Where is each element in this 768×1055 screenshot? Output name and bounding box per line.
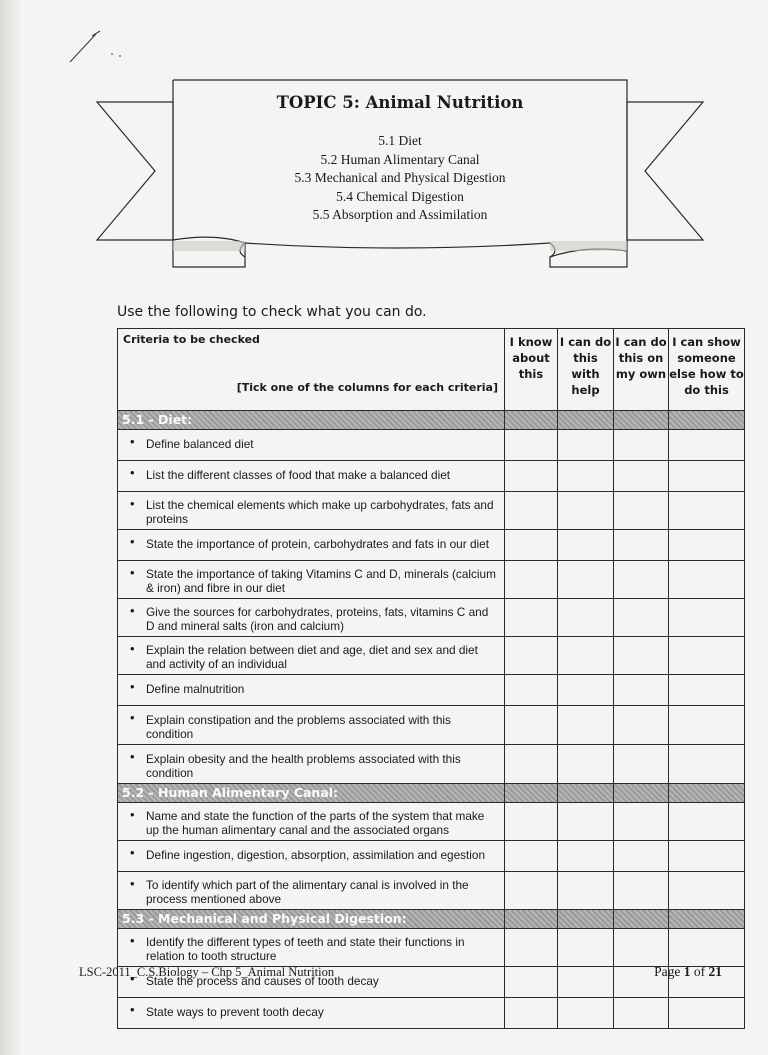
section-row bbox=[118, 784, 745, 803]
table-header-row bbox=[118, 329, 745, 411]
topic-item: 5.3 Mechanical and Physical Digestion bbox=[294, 170, 506, 185]
criteria-text: • Define malnutrition bbox=[118, 675, 505, 706]
footer-document-id: LSC-2011_C.S.Biology – Chp 5_Animal Nutrition bbox=[79, 965, 335, 979]
tick-cell[interactable] bbox=[558, 872, 614, 910]
topic-item: 5.1 Diet bbox=[378, 133, 422, 148]
tick-cell[interactable] bbox=[614, 841, 669, 872]
tick-cell[interactable] bbox=[505, 599, 558, 637]
tick-cell[interactable] bbox=[614, 745, 669, 784]
table-row bbox=[118, 929, 745, 967]
tick-cell[interactable] bbox=[669, 929, 745, 967]
table-row bbox=[118, 675, 745, 706]
tick-cell[interactable] bbox=[505, 530, 558, 561]
tick-cell[interactable] bbox=[505, 675, 558, 706]
tick-cell[interactable] bbox=[614, 561, 669, 599]
criteria-text: • State the process and causes of tooth decay bbox=[118, 967, 505, 998]
tick-cell[interactable] bbox=[669, 841, 745, 872]
tick-cell[interactable] bbox=[558, 599, 614, 637]
topic-list bbox=[95, 132, 705, 225]
tick-cell[interactable] bbox=[558, 841, 614, 872]
tick-cell[interactable] bbox=[614, 530, 669, 561]
topic-item: 5.4 Chemical Digestion bbox=[336, 188, 464, 204]
tick-cell[interactable] bbox=[505, 967, 558, 998]
criteria-text: • State the importance of protein, carbohydrates and fats in our diet bbox=[118, 530, 505, 561]
table-row bbox=[118, 637, 745, 675]
tick-cell[interactable] bbox=[669, 530, 745, 561]
self-check-table bbox=[117, 328, 745, 1029]
criteria-text: • To identify which part of the alimentary canal is involved in the process mentioned above bbox=[118, 872, 505, 910]
section-row bbox=[118, 411, 745, 430]
section-label: 5.2 - Human Alimentary Canal: bbox=[118, 784, 505, 803]
criteria-note: [Tick one of the columns for each criteria] bbox=[236, 381, 498, 394]
tick-cell[interactable] bbox=[669, 492, 745, 530]
criteria-text: • List the different classes of food that make a balanced diet bbox=[118, 461, 505, 492]
criteria-text: • State the importance of taking Vitamins C and D, minerals (calcium & iron) and fibre in our diet bbox=[118, 561, 505, 599]
topic-title: TOPIC 5: Animal Nutrition bbox=[276, 93, 524, 112]
tick-cell[interactable] bbox=[558, 461, 614, 492]
criteria-text: • Explain the relation between diet and age, diet and sex and diet and activity of an individual bbox=[118, 637, 505, 675]
topic-banner bbox=[95, 75, 705, 275]
tick-cell[interactable] bbox=[614, 929, 669, 967]
table-row bbox=[118, 461, 745, 492]
table-row bbox=[118, 530, 745, 561]
tick-cell[interactable] bbox=[614, 675, 669, 706]
footer-page-number bbox=[654, 964, 722, 980]
tick-cell[interactable] bbox=[558, 929, 614, 967]
table-row bbox=[118, 998, 745, 1029]
tick-cell[interactable] bbox=[558, 492, 614, 530]
tick-cell[interactable] bbox=[669, 599, 745, 637]
page-total: 21 bbox=[708, 964, 722, 979]
pen-mark bbox=[62, 28, 132, 68]
column-header: I can do this with help bbox=[558, 329, 614, 411]
section-label: 5.3 - Mechanical and Physical Digestion: bbox=[118, 910, 505, 929]
table-row bbox=[118, 745, 745, 784]
tick-cell[interactable] bbox=[669, 461, 745, 492]
topic-item: 5.2 Human Alimentary Canal bbox=[320, 151, 480, 167]
tick-cell[interactable] bbox=[614, 430, 669, 461]
table-row bbox=[118, 841, 745, 872]
column-header: I can show someone else how to do this bbox=[669, 329, 745, 411]
tick-cell[interactable] bbox=[669, 745, 745, 784]
table-row bbox=[118, 599, 745, 637]
tick-cell[interactable] bbox=[669, 998, 745, 1029]
tick-cell[interactable] bbox=[669, 803, 745, 841]
section-label: 5.1 - Diet: bbox=[118, 411, 505, 430]
table-row bbox=[118, 430, 745, 461]
criteria-text: • Give the sources for carbohydrates, proteins, fats, vitamins C and D and mineral salts (iron and calcium) bbox=[118, 599, 505, 637]
page-edge bbox=[0, 0, 22, 1055]
tick-cell[interactable] bbox=[614, 637, 669, 675]
criteria-header bbox=[118, 329, 505, 411]
tick-cell[interactable] bbox=[669, 637, 745, 675]
table-row bbox=[118, 706, 745, 745]
tick-cell[interactable] bbox=[558, 637, 614, 675]
tick-cell[interactable] bbox=[558, 530, 614, 561]
tick-cell[interactable] bbox=[669, 675, 745, 706]
criteria-text: • List the chemical elements which make up carbohydrates, fats and proteins bbox=[118, 492, 505, 530]
tick-cell[interactable] bbox=[558, 967, 614, 998]
tick-cell[interactable] bbox=[505, 841, 558, 872]
tick-cell[interactable] bbox=[505, 998, 558, 1029]
tick-cell[interactable] bbox=[558, 430, 614, 461]
table-row bbox=[118, 561, 745, 599]
tick-cell[interactable] bbox=[558, 561, 614, 599]
page-current: 1 bbox=[683, 964, 691, 979]
tick-cell[interactable] bbox=[505, 745, 558, 784]
tick-cell[interactable] bbox=[558, 675, 614, 706]
tick-cell[interactable] bbox=[505, 929, 558, 967]
column-header: I know about this bbox=[505, 329, 558, 411]
instruction-text: Use the following to check what you can do. bbox=[117, 304, 427, 320]
criteria-label: Criteria to be checked bbox=[123, 333, 260, 346]
topic-item: 5.5 Absorption and Assimilation bbox=[312, 207, 488, 222]
table-row bbox=[118, 803, 745, 841]
tick-cell[interactable] bbox=[669, 561, 745, 599]
criteria-text: • Define balanced diet bbox=[118, 430, 505, 461]
tick-cell[interactable] bbox=[505, 637, 558, 675]
page-of: of bbox=[690, 964, 709, 979]
criteria-text: • Define ingestion, digestion, absorption, assimilation and egestion bbox=[118, 841, 505, 872]
tick-cell[interactable] bbox=[505, 430, 558, 461]
tick-cell[interactable] bbox=[558, 998, 614, 1029]
page-prefix: Page bbox=[654, 964, 684, 979]
tick-cell[interactable] bbox=[505, 492, 558, 530]
tick-cell[interactable] bbox=[558, 803, 614, 841]
tick-cell[interactable] bbox=[614, 872, 669, 910]
tick-cell[interactable] bbox=[669, 430, 745, 461]
column-header: I can do this on my own bbox=[614, 329, 669, 411]
tick-cell[interactable] bbox=[558, 745, 614, 784]
criteria-text: • Identify the different types of teeth and state their functions in relation to tooth structure bbox=[118, 929, 505, 967]
table-row bbox=[118, 492, 745, 530]
tick-cell[interactable] bbox=[614, 998, 669, 1029]
tick-cell[interactable] bbox=[614, 492, 669, 530]
tick-cell[interactable] bbox=[505, 461, 558, 492]
tick-cell[interactable] bbox=[614, 599, 669, 637]
criteria-text: • Explain obesity and the health problems associated with this condition bbox=[118, 745, 505, 784]
tick-cell[interactable] bbox=[669, 872, 745, 910]
tick-cell[interactable] bbox=[614, 803, 669, 841]
tick-cell[interactable] bbox=[558, 706, 614, 745]
tick-cell[interactable] bbox=[505, 706, 558, 745]
table-row bbox=[118, 872, 745, 910]
tick-cell[interactable] bbox=[614, 706, 669, 745]
section-row bbox=[118, 910, 745, 929]
tick-cell[interactable] bbox=[614, 461, 669, 492]
criteria-text: • State ways to prevent tooth decay bbox=[118, 998, 505, 1029]
criteria-text: • Name and state the function of the parts of the system that make up the human alimentary canal and the associated organs bbox=[118, 803, 505, 841]
tick-cell[interactable] bbox=[669, 706, 745, 745]
tick-cell[interactable] bbox=[505, 872, 558, 910]
criteria-text: • Explain constipation and the problems associated with this condition bbox=[118, 706, 505, 745]
tick-cell[interactable] bbox=[505, 803, 558, 841]
tick-cell[interactable] bbox=[505, 561, 558, 599]
